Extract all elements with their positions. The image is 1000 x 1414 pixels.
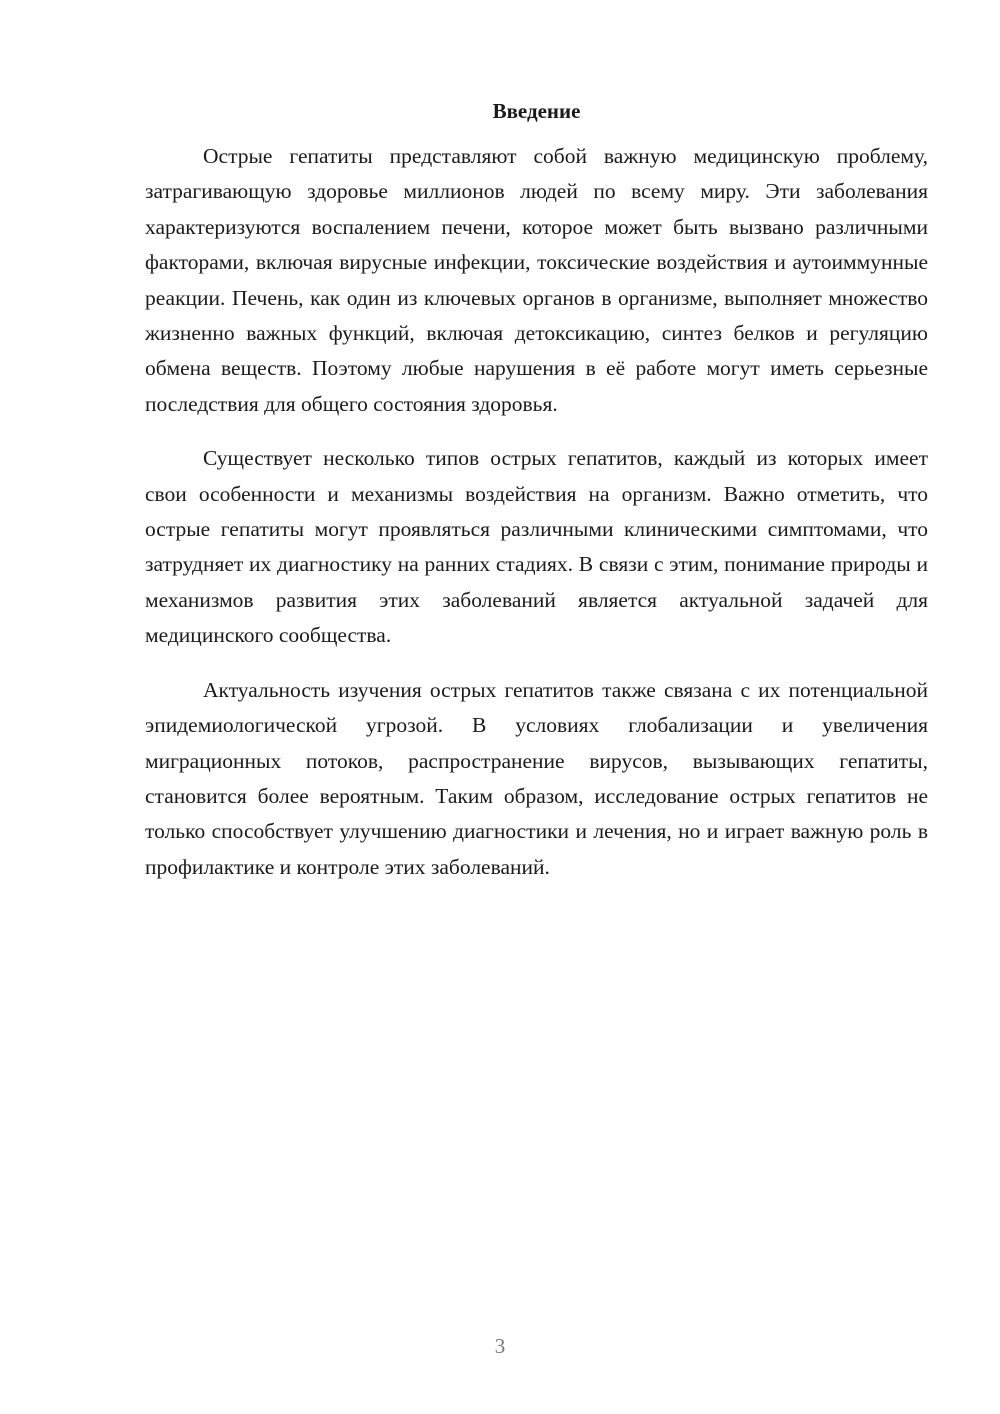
paragraph-3: Актуальность изучения острых гепатитов также связана с их потенциальной эпидемиологической угрозой. В условиях глобализации и увеличения миграционных потоков, распространение вирусов, вызывающих гепатиты, становится более вероятным. Таким образом, исследование острых гепатитов не только способствует улучшению диагностики и лечения, но и играет важную роль в профилактике и контроле этих заболеваний. xyxy=(145,677,928,879)
paragraph-1: Острые гепатиты представляют собой важную медицинскую проблему, затрагивающую здоровье миллионов людей по всему миру. Эти заболевания характеризуются воспалением печени, которое может быть вызвано различными факторами, включая вирусные инфекции, токсические воздействия и аутоиммунные реакции. Печень, как один из ключевых органов в организме, выполняет множество жизненно важных функций, включая детоксикацию, синтез белков и регуляцию обмена веществ. Поэтому любые нарушения в её работе могут иметь серьезные последствия для общего состояния здоровья. xyxy=(145,144,928,416)
section-heading: Введение xyxy=(492,99,581,123)
paragraph-2: Существует несколько типов острых гепатитов, каждый из которых имеет свои особенности и механизмы воздействия на организм. Важно отметить, что острые гепатиты могут проявляться различными клиническими симптомами, что затрудняет их диагностику на ранних стадиях. В связи с этим, понимание природы и механизмов развития этих заболеваний является актуальной задачей для медицинского сообщества. xyxy=(145,446,928,648)
page-number: 3 xyxy=(494,1334,506,1358)
document-body xyxy=(145,96,928,904)
